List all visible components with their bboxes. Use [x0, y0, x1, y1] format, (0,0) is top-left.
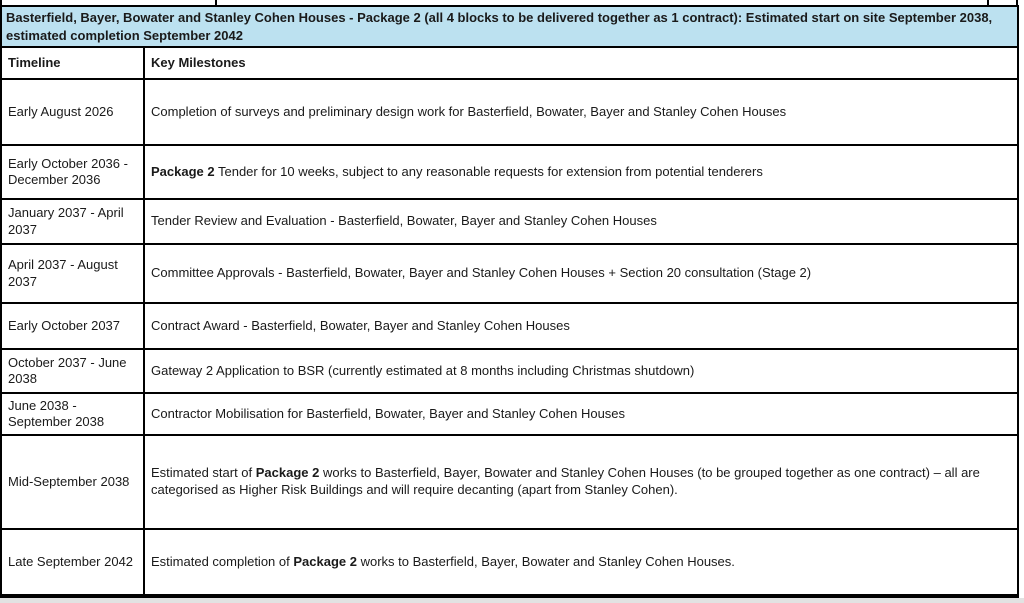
table-row	[2, 436, 1017, 530]
milestone-cell	[145, 436, 1017, 528]
table-title: Basterfield, Bayer, Bowater and Stanley Cohen Houses - Package 2 (all 4 blocks to be delivered together as 1 contract): Estimated start on site September 2038, estimated completion September 2042	[6, 9, 993, 43]
timeline-cell: Early August 2026	[2, 80, 145, 144]
table-row	[2, 350, 1017, 394]
milestone-cell	[145, 200, 1017, 243]
timeline-cell: Early October 2037	[2, 304, 145, 348]
timeline-cell: Early October 2036 - December 2036	[2, 146, 145, 198]
milestone-cell	[145, 394, 1017, 434]
table-row	[2, 146, 1017, 200]
table-row	[2, 200, 1017, 245]
milestone-cell	[145, 245, 1017, 302]
milestone-text: Estimated start of Package 2 works to Basterfield, Bayer, Bowater and Stanley Cohen Houses (to be grouped together as one contract) – all are categorised as Higher Risk Buildings and will require decanting (apart from Stanley Cohen).	[151, 465, 980, 497]
milestone-text: Tender Review and Evaluation - Basterfield, Bowater, Bayer and Stanley Cohen Houses	[151, 213, 657, 229]
milestone-text: Contractor Mobilisation for Basterfield, Bowater, Bayer and Stanley Cohen Houses	[151, 405, 626, 421]
column-header-row	[2, 48, 1017, 80]
timeline-cell: Late September 2042	[2, 530, 145, 594]
milestone-text: Package 2 Tender for 10 weeks, subject to any reasonable requests for extension from potential tenderers	[151, 163, 763, 179]
timeline-cell: January 2037 - April 2037	[2, 200, 145, 243]
column-header-milestones: Key Milestones	[151, 54, 246, 70]
timeline-cell: Mid-September 2038	[2, 436, 145, 528]
milestone-cell	[145, 146, 1017, 198]
milestone-text: Contract Award - Basterfield, Bowater, Bayer and Stanley Cohen Houses	[151, 317, 570, 333]
milestone-cell	[145, 80, 1017, 144]
column-header-timeline: Timeline	[2, 48, 145, 78]
timeline-cell: April 2037 - August 2037	[2, 245, 145, 302]
milestone-cell	[145, 530, 1017, 594]
milestones-table	[0, 5, 1019, 598]
table-row	[2, 394, 1017, 436]
milestone-cell	[145, 350, 1017, 392]
page-edge-strip	[0, 598, 1024, 603]
table-row	[2, 80, 1017, 146]
milestone-text: Committee Approvals - Basterfield, Bowater, Bayer and Stanley Cohen Houses + Section 20 consultation (Stage 2)	[151, 265, 812, 281]
timeline-cell: October 2037 - June 2038	[2, 350, 145, 392]
milestone-text: Estimated completion of Package 2 works to Basterfield, Bayer, Bowater and Stanley Cohen Houses.	[151, 553, 735, 569]
table-row	[2, 245, 1017, 304]
milestone-text: Gateway 2 Application to BSR (currently estimated at 8 months including Christmas shutdown)	[151, 362, 695, 378]
milestone-text: Completion of surveys and preliminary design work for Basterfield, Bowater, Bayer and Stanley Cohen Houses	[151, 103, 787, 119]
table-title-row	[2, 7, 1017, 48]
timeline-cell: June 2038 - September 2038	[2, 394, 145, 434]
table-row	[2, 304, 1017, 350]
table-row	[2, 530, 1017, 594]
milestone-cell	[145, 304, 1017, 348]
